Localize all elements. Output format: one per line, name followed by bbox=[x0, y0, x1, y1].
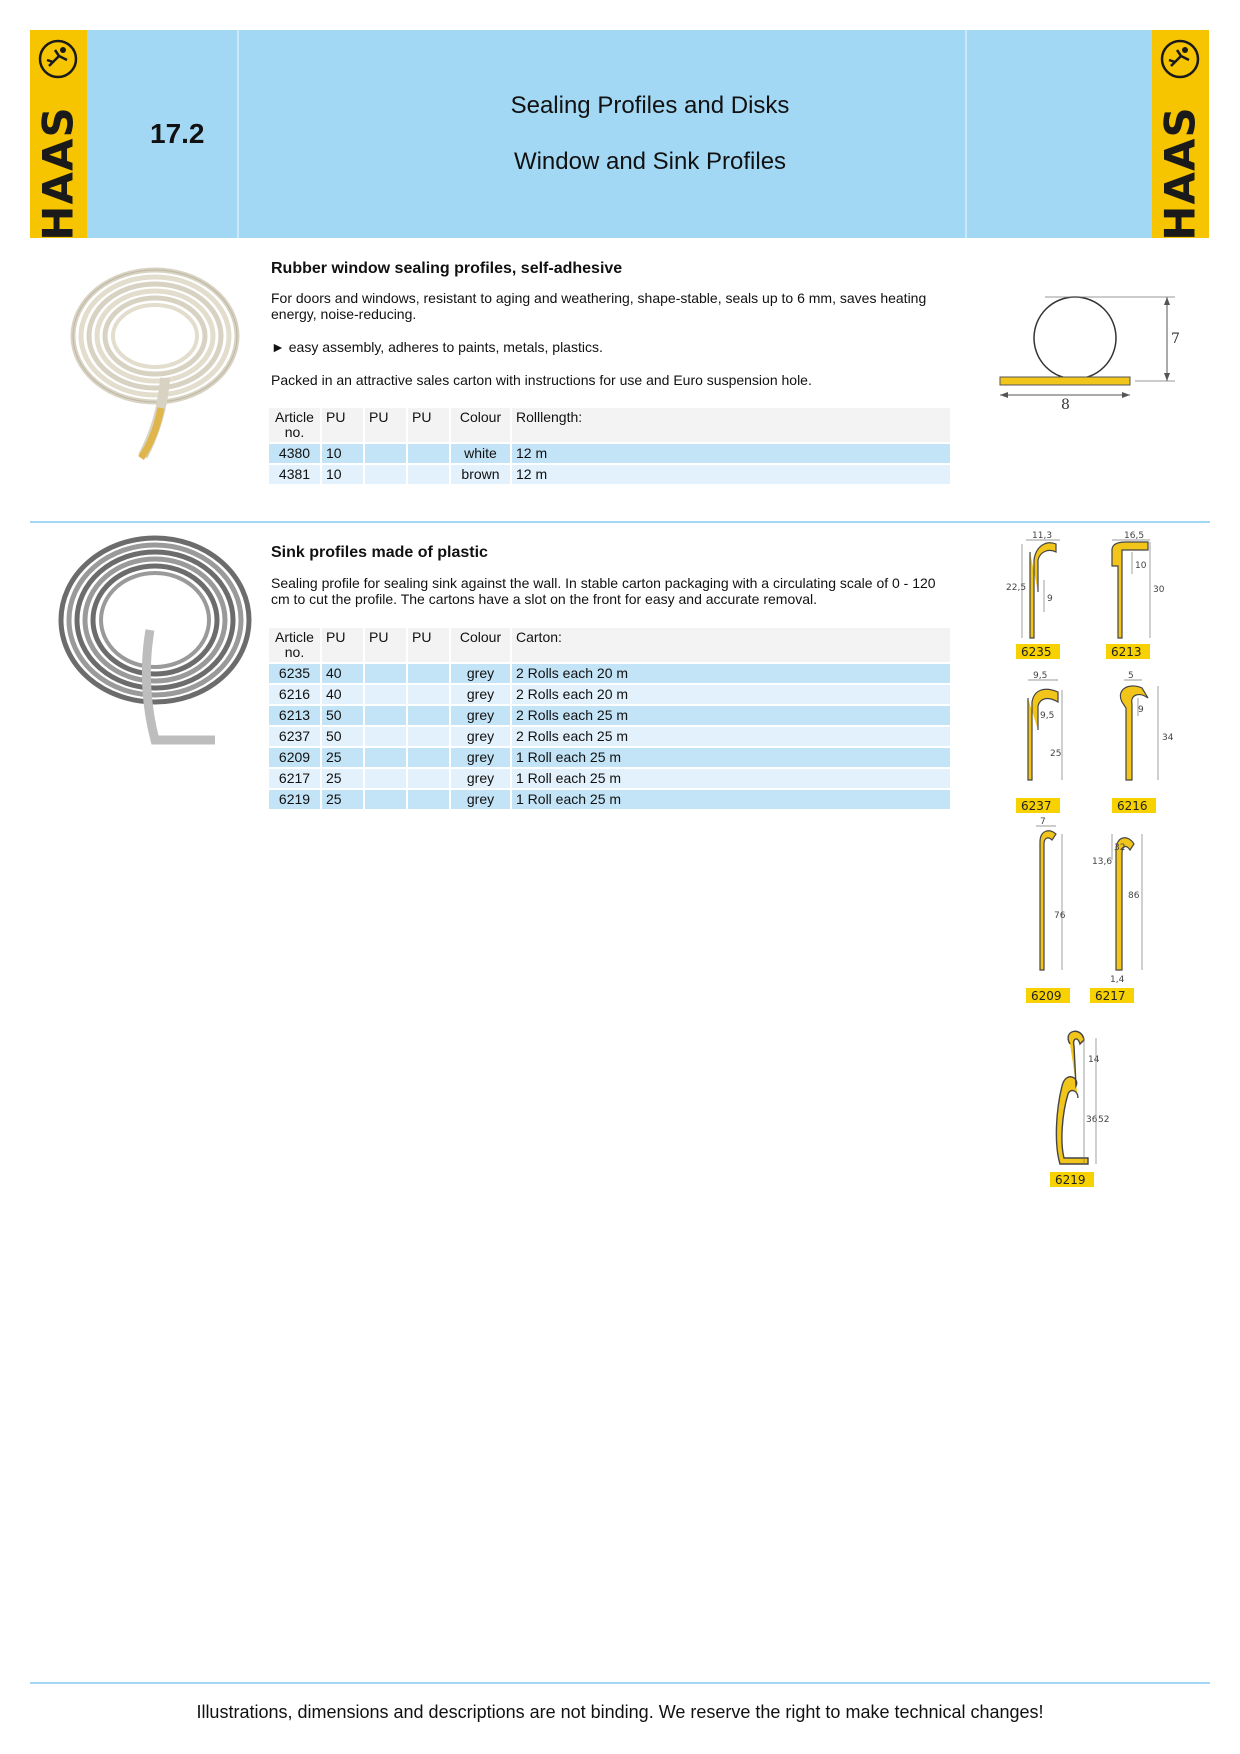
table-header-row bbox=[269, 408, 950, 442]
page-subtitle: Window and Sink Profiles bbox=[513, 148, 787, 175]
column-header: Article no. bbox=[269, 408, 320, 442]
dimension-label: 13,6 bbox=[1092, 857, 1113, 867]
table-cell bbox=[365, 769, 406, 788]
table-row bbox=[269, 465, 950, 484]
table-cell: grey bbox=[451, 706, 510, 725]
footer-divider bbox=[30, 1682, 1210, 1684]
footer-disclaimer: Illustrations, dimensions and descriptions are not binding. We reserve the right to make technical changes! bbox=[196, 1702, 1044, 1722]
table-cell: 12 m bbox=[512, 444, 950, 463]
dimension-label: 9,5 bbox=[1040, 711, 1055, 721]
table-cell: 6237 bbox=[269, 727, 320, 746]
dimension-label: 76 bbox=[1054, 911, 1066, 921]
product-description: Sealing profile for sealing sink against the wall. In stable carton packaging with a circulating scale of 0 - 120 cm to cut the profile. The cartons have a slot on the front for easy and accurate removal. bbox=[271, 575, 936, 607]
dimension-label: 1,4 bbox=[1110, 975, 1125, 985]
profile-6237 bbox=[1016, 671, 1062, 813]
table-cell: 4380 bbox=[269, 444, 320, 463]
table-row bbox=[269, 664, 950, 683]
section-number: 17.2 bbox=[150, 118, 205, 149]
profile-6217 bbox=[1090, 834, 1142, 1003]
product-feature: ► easy assembly, adheres to paints, metals, plastics. bbox=[271, 339, 603, 355]
table-cell bbox=[365, 706, 406, 725]
table-row bbox=[269, 769, 950, 788]
profile-6235 bbox=[1006, 531, 1060, 659]
profile-label: 6217 bbox=[1095, 989, 1126, 1003]
logo-emblem-icon bbox=[1159, 38, 1201, 80]
table-cell: grey bbox=[451, 727, 510, 746]
table-cell: 6213 bbox=[269, 706, 320, 725]
dimension-label: 30 bbox=[1153, 585, 1165, 595]
table-cell: 6235 bbox=[269, 664, 320, 683]
table-cell: 6209 bbox=[269, 748, 320, 767]
table-cell bbox=[408, 444, 449, 463]
table-row bbox=[269, 685, 950, 704]
table-cell: 6216 bbox=[269, 685, 320, 704]
profile-6219 bbox=[1050, 1031, 1109, 1187]
table-cell bbox=[408, 769, 449, 788]
table-cell bbox=[365, 790, 406, 809]
dimension-label: 5 bbox=[1128, 671, 1134, 681]
dimension-label: 7 bbox=[1040, 817, 1046, 827]
dimension-label: 36 bbox=[1086, 1115, 1098, 1125]
table-cell: 10 bbox=[322, 465, 363, 484]
product-packaging: Packed in an attractive sales carton with instructions for use and Euro suspension hole. bbox=[271, 372, 812, 388]
sink-profile-drawings bbox=[1000, 530, 1200, 1190]
table-row bbox=[269, 727, 950, 746]
column-header: PU bbox=[408, 408, 449, 442]
haas-logo bbox=[1152, 30, 1209, 241]
dimension-label: 10 bbox=[1135, 561, 1147, 571]
logo-wordmark: HAAS bbox=[34, 105, 84, 241]
column-header: PU bbox=[322, 408, 363, 442]
table-cell bbox=[365, 465, 406, 484]
dimension-label: 34 bbox=[1162, 733, 1174, 743]
table-cell bbox=[408, 465, 449, 484]
dimension-label: 9 bbox=[1138, 705, 1144, 715]
table-cell: 25 bbox=[322, 769, 363, 788]
dimension-label: 11,3 bbox=[1032, 531, 1053, 541]
dimension-label: 9,5 bbox=[1033, 671, 1048, 681]
table-cell: grey bbox=[451, 664, 510, 683]
product-table bbox=[267, 406, 952, 486]
dimension-label: 86 bbox=[1128, 891, 1140, 901]
column-header: Colour bbox=[451, 628, 510, 662]
table-cell bbox=[408, 685, 449, 704]
dimension-label: 16,5 bbox=[1124, 531, 1145, 541]
table-cell bbox=[365, 748, 406, 767]
dimension-label: 25 bbox=[1050, 749, 1062, 759]
product-description: For doors and windows, resistant to aging and weathering, shape-stable, seals up to 6 mm, saves heating energy, noise-reducing. bbox=[271, 290, 927, 322]
column-header: PU bbox=[322, 628, 363, 662]
table-row bbox=[269, 748, 950, 767]
table-cell: brown bbox=[451, 465, 510, 484]
table-cell: 50 bbox=[322, 706, 363, 725]
table-cell bbox=[365, 685, 406, 704]
header-divider bbox=[965, 30, 967, 238]
table-cell bbox=[408, 748, 449, 767]
table-cell: 10 bbox=[322, 444, 363, 463]
table-cell bbox=[408, 727, 449, 746]
column-header: PU bbox=[365, 408, 406, 442]
table-cell bbox=[408, 790, 449, 809]
table-cell bbox=[365, 727, 406, 746]
dimension-label: 8 bbox=[1061, 397, 1070, 413]
window-seal-roll-image bbox=[65, 258, 245, 468]
section-divider bbox=[30, 521, 1210, 523]
table-cell: 2 Rolls each 25 m bbox=[512, 727, 950, 746]
table-row bbox=[269, 444, 950, 463]
column-header: Colour bbox=[451, 408, 510, 442]
product-table bbox=[267, 626, 952, 811]
page-title: Sealing Profiles and Disks bbox=[510, 92, 790, 119]
profile-label: 6213 bbox=[1111, 645, 1142, 659]
window-profile-drawing bbox=[995, 285, 1195, 415]
table-cell: grey bbox=[451, 685, 510, 704]
table-cell: 2 Rolls each 25 m bbox=[512, 706, 950, 725]
profile-label: 6216 bbox=[1117, 799, 1148, 813]
table-cell: 1 Roll each 25 m bbox=[512, 769, 950, 788]
dimension-label: 52 bbox=[1098, 1115, 1110, 1125]
header-divider bbox=[237, 30, 239, 238]
logo-emblem-icon bbox=[37, 38, 79, 80]
profile-label: 6235 bbox=[1021, 645, 1052, 659]
table-cell: 2 Rolls each 20 m bbox=[512, 685, 950, 704]
table-cell: 40 bbox=[322, 685, 363, 704]
table-cell: 1 Roll each 25 m bbox=[512, 790, 950, 809]
column-header: PU bbox=[365, 628, 406, 662]
profile-label: 6209 bbox=[1031, 989, 1062, 1003]
table-row bbox=[269, 706, 950, 725]
column-header: Rolllength: bbox=[512, 408, 950, 442]
dimension-label: 22,5 bbox=[1006, 583, 1027, 593]
table-header-row bbox=[269, 628, 950, 662]
column-header: Carton: bbox=[512, 628, 950, 662]
dimension-label: 32 bbox=[1114, 843, 1126, 853]
table-cell bbox=[365, 444, 406, 463]
table-cell: 40 bbox=[322, 664, 363, 683]
dimension-label: 14 bbox=[1088, 1055, 1100, 1065]
logo-wordmark: HAAS bbox=[1156, 105, 1206, 241]
profile-6209 bbox=[1026, 817, 1070, 1003]
dimension-label: 9 bbox=[1047, 594, 1053, 604]
table-cell: 1 Roll each 25 m bbox=[512, 748, 950, 767]
table-cell bbox=[408, 706, 449, 725]
product-title: Sink profiles made of plastic bbox=[271, 544, 488, 561]
column-header: PU bbox=[408, 628, 449, 662]
table-cell bbox=[408, 664, 449, 683]
table-cell: 50 bbox=[322, 727, 363, 746]
page-header bbox=[30, 30, 1209, 241]
table-cell bbox=[365, 664, 406, 683]
haas-logo bbox=[30, 30, 87, 241]
table-cell: 25 bbox=[322, 748, 363, 767]
table-cell: grey bbox=[451, 790, 510, 809]
product-title: Rubber window sealing profiles, self-adhesive bbox=[271, 260, 623, 277]
table-row bbox=[269, 790, 950, 809]
table-cell: white bbox=[451, 444, 510, 463]
profile-6216 bbox=[1112, 671, 1174, 813]
profile-label: 6237 bbox=[1021, 799, 1052, 813]
sink-profile-roll-image bbox=[55, 530, 255, 750]
table-cell: 25 bbox=[322, 790, 363, 809]
dimension-label: 7 bbox=[1171, 331, 1180, 347]
column-header: Article no. bbox=[269, 628, 320, 662]
table-cell: grey bbox=[451, 769, 510, 788]
table-cell: grey bbox=[451, 748, 510, 767]
table-cell: 2 Rolls each 20 m bbox=[512, 664, 950, 683]
profile-label: 6219 bbox=[1055, 1173, 1086, 1187]
table-cell: 12 m bbox=[512, 465, 950, 484]
table-cell: 4381 bbox=[269, 465, 320, 484]
table-cell: 6217 bbox=[269, 769, 320, 788]
table-cell: 6219 bbox=[269, 790, 320, 809]
profile-6213 bbox=[1106, 531, 1165, 659]
